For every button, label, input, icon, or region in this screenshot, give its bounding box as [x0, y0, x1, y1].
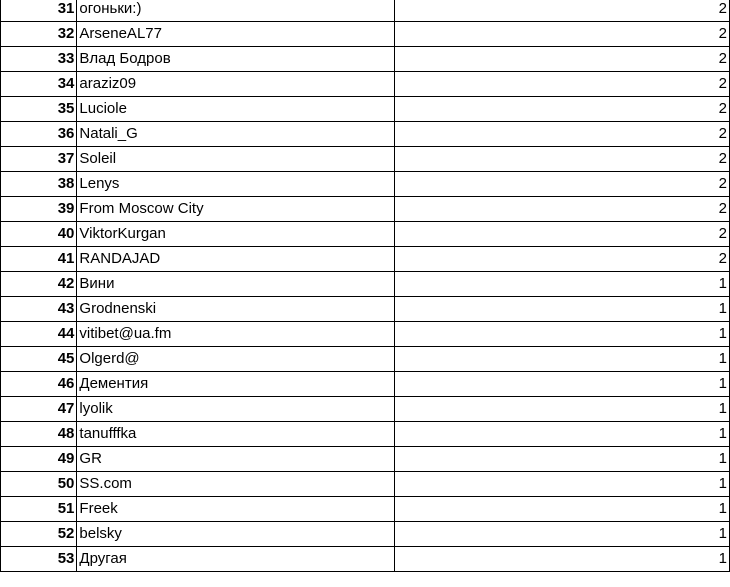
- name-cell[interactable]: belsky: [77, 522, 395, 547]
- count-cell[interactable]: 1: [395, 497, 730, 522]
- count-cell[interactable]: 2: [395, 222, 730, 247]
- table-row: [1, 322, 730, 347]
- table-row: [1, 172, 730, 197]
- count-cell[interactable]: 1: [395, 322, 730, 347]
- count-cell[interactable]: 2: [395, 97, 730, 122]
- rank-cell[interactable]: 47: [1, 397, 77, 422]
- rank-cell[interactable]: 50: [1, 472, 77, 497]
- table-row: [1, 447, 730, 472]
- rank-cell[interactable]: 31: [1, 0, 77, 22]
- table-row: [1, 22, 730, 47]
- name-cell[interactable]: Другая: [77, 547, 395, 572]
- rank-cell[interactable]: 49: [1, 447, 77, 472]
- rank-cell[interactable]: 39: [1, 197, 77, 222]
- name-cell[interactable]: Luciole: [77, 97, 395, 122]
- count-cell[interactable]: 2: [395, 197, 730, 222]
- table-row: [1, 372, 730, 397]
- rank-cell[interactable]: 34: [1, 72, 77, 97]
- name-cell[interactable]: Lenys: [77, 172, 395, 197]
- rank-cell[interactable]: 46: [1, 372, 77, 397]
- rank-cell[interactable]: 37: [1, 147, 77, 172]
- name-cell[interactable]: SS.com: [77, 472, 395, 497]
- name-cell[interactable]: Natali_G: [77, 122, 395, 147]
- table-row: [1, 422, 730, 447]
- name-cell[interactable]: RANDAJAD: [77, 247, 395, 272]
- name-cell[interactable]: Grodnenski: [77, 297, 395, 322]
- table-row: [1, 222, 730, 247]
- name-cell[interactable]: ArseneAL77: [77, 22, 395, 47]
- count-cell[interactable]: 1: [395, 522, 730, 547]
- table-row: [1, 397, 730, 422]
- count-cell[interactable]: 2: [395, 172, 730, 197]
- count-cell[interactable]: 1: [395, 272, 730, 297]
- table-row: [1, 272, 730, 297]
- rank-cell[interactable]: 53: [1, 547, 77, 572]
- count-cell[interactable]: 1: [395, 472, 730, 497]
- rank-cell[interactable]: 52: [1, 522, 77, 547]
- name-cell[interactable]: vitibet@ua.fm: [77, 322, 395, 347]
- table-row: [1, 147, 730, 172]
- name-cell[interactable]: From Moscow City: [77, 197, 395, 222]
- name-cell[interactable]: GR: [77, 447, 395, 472]
- rank-cell[interactable]: 40: [1, 222, 77, 247]
- table-row: [1, 197, 730, 222]
- name-cell[interactable]: araziz09: [77, 72, 395, 97]
- table-row: [1, 497, 730, 522]
- count-cell[interactable]: 1: [395, 372, 730, 397]
- rank-cell[interactable]: 48: [1, 422, 77, 447]
- count-cell[interactable]: 1: [395, 547, 730, 572]
- rank-cell[interactable]: 42: [1, 272, 77, 297]
- rank-cell[interactable]: 51: [1, 497, 77, 522]
- table-row: [1, 47, 730, 72]
- table-row: [1, 522, 730, 547]
- count-cell[interactable]: 2: [395, 47, 730, 72]
- table-row: [1, 547, 730, 572]
- rank-cell[interactable]: 36: [1, 122, 77, 147]
- table-row: [1, 72, 730, 97]
- count-cell[interactable]: 1: [395, 297, 730, 322]
- count-cell[interactable]: 1: [395, 422, 730, 447]
- rank-cell[interactable]: 32: [1, 22, 77, 47]
- count-cell[interactable]: 1: [395, 447, 730, 472]
- rank-cell[interactable]: 45: [1, 347, 77, 372]
- table-row: [1, 347, 730, 372]
- name-cell[interactable]: Вини: [77, 272, 395, 297]
- table-row: [1, 297, 730, 322]
- rank-cell[interactable]: 43: [1, 297, 77, 322]
- name-cell[interactable]: lyolik: [77, 397, 395, 422]
- rank-cell[interactable]: 41: [1, 247, 77, 272]
- name-cell[interactable]: tanufffka: [77, 422, 395, 447]
- name-cell[interactable]: Olgerd@: [77, 347, 395, 372]
- name-cell[interactable]: Freek: [77, 497, 395, 522]
- name-cell[interactable]: ViktorKurgan: [77, 222, 395, 247]
- count-cell[interactable]: 2: [395, 0, 730, 22]
- count-cell[interactable]: 2: [395, 247, 730, 272]
- count-cell[interactable]: 1: [395, 397, 730, 422]
- rank-cell[interactable]: 38: [1, 172, 77, 197]
- table-row: [1, 122, 730, 147]
- table-row: [1, 0, 730, 22]
- count-cell[interactable]: 1: [395, 347, 730, 372]
- count-cell[interactable]: 2: [395, 122, 730, 147]
- name-cell[interactable]: Влад Бодров: [77, 47, 395, 72]
- count-cell[interactable]: 2: [395, 72, 730, 97]
- table-row: [1, 472, 730, 497]
- table-row: [1, 97, 730, 122]
- rank-cell[interactable]: 44: [1, 322, 77, 347]
- rank-cell[interactable]: 35: [1, 97, 77, 122]
- name-cell[interactable]: Дементия: [77, 372, 395, 397]
- table-body: [1, 0, 730, 572]
- name-cell[interactable]: огоньки:): [77, 0, 395, 22]
- count-cell[interactable]: 2: [395, 147, 730, 172]
- rank-cell[interactable]: 33: [1, 47, 77, 72]
- table-row: [1, 247, 730, 272]
- count-cell[interactable]: 2: [395, 22, 730, 47]
- name-cell[interactable]: Soleil: [77, 147, 395, 172]
